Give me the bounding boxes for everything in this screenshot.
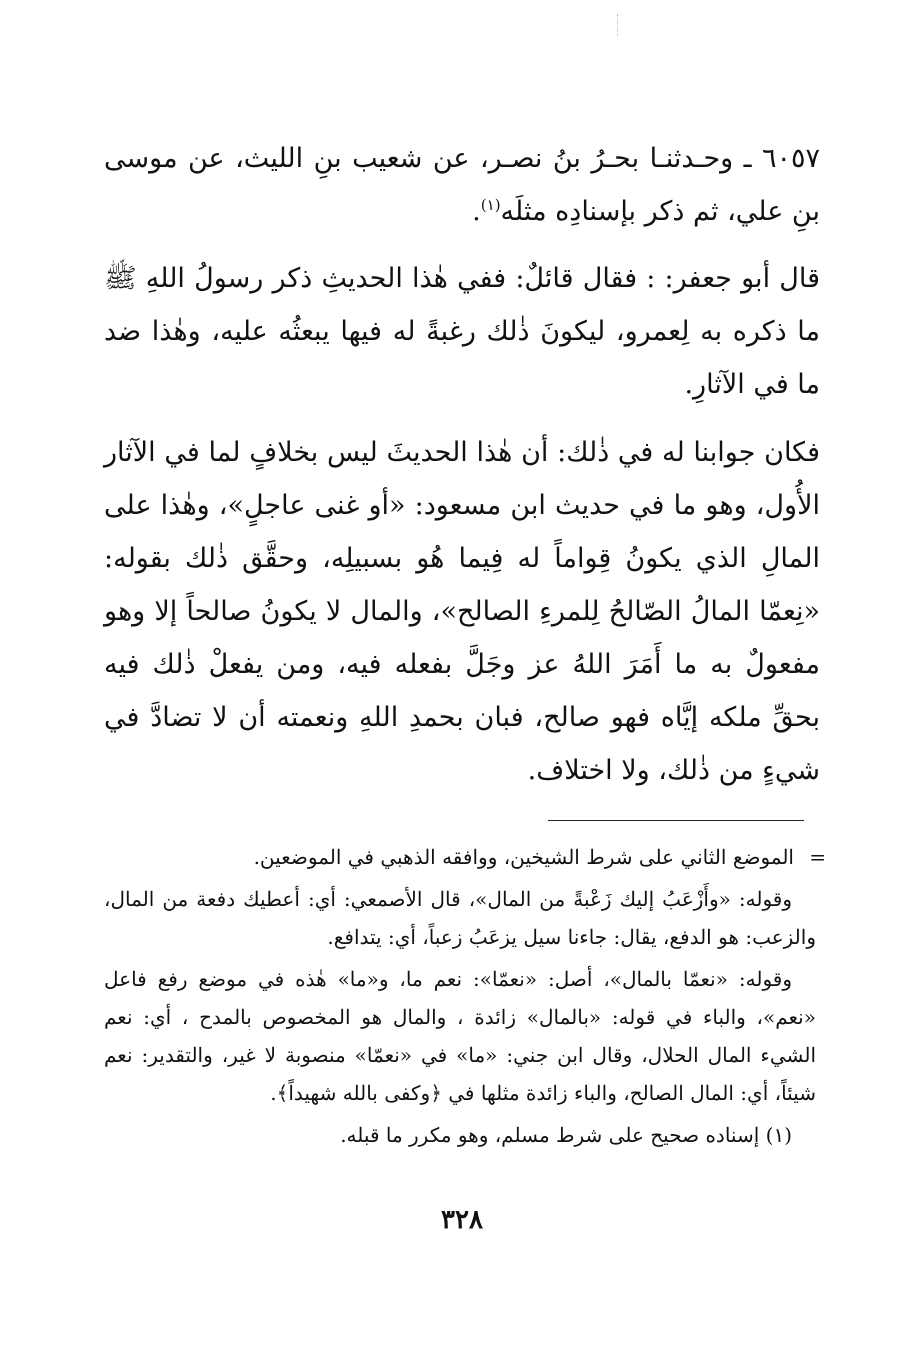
main-text: [104, 132, 820, 797]
footnote-reference[interactable]: (١): [480, 196, 501, 214]
objection-paragraph: قال أبو جعفر: : فقال قائلٌ: ففي هٰذا الحديثِ ذكر رسولُ اللهِ ﷺ ما ذكره به لِعمرو، ليكونَ ذٰلك رغبةً له فيها يبعثُه عليه، وهٰذا ضد ما في الآثارِ.: [104, 263, 820, 400]
page-number: ٣٢٨: [441, 1205, 483, 1235]
answer-paragraph: فكان جوابنا له في ذٰلك: أن هٰذا الحديثَ ليس بخلافٍ لما في الآثار الأُول، وهو ما في حديث ابن مسعود: «أو غنى عاجلٍ»، وهٰذا على المالِ الذي يكونُ قِواماً له فِيما هُو بسبيلِه، وحقَّق ذٰلك بقوله: «نِعمّا المالُ الصّالحُ لِلمرءِ الصالح»، والمال لا يكونُ صالحاً إلا وهو مفعولٌ به ما أَمَرَ اللهُ عز وجَلَّ بفعله فيه، ومن يفعلْ ذٰلك فيه بحقِّ ملكه إيَّاه فهو صالح، فبان بحمدِ اللهِ ونعمته أن لا تضادَّ في شيءٍ من ذٰلك، ولا اختلاف.: [104, 437, 820, 786]
footnote-nimma: وقوله: «نعمّا بالمال»، أصل: «نعمّا»: نعم ما، و«ما» هٰذه في موضع رفع فاعل «نعم»، والباء في قوله: «بالمال» زائدة ، والمال هو المخصوص بالمدح ، أي: نعم الشيء المال الحلال، وقال ابن جني: «ما» في «نعمّا» منصوبة لا غير، والتقدير: نعم شيئاً، أي: المال الصالح، والباء زائدة مثلها في ﴿وكفى بالله شهيداً﴾.: [104, 967, 816, 1105]
hadith-text: ٦٠٥٧ ـ وحـدثنـا بحـرُ بنُ نصـر، عن شعيب بنِ الليث، عن موسى بنِ علي، ثم ذكر بإسنادِه مثلَه: [104, 143, 820, 227]
footnote-zaab: وقوله: «وأَزْعَبُ إليك زَعْبةً من المال»، قال الأصمعي: أي: أعطيك دفعة من المال، والزعب: هو الدفع، يقال: جاءنا سيل يزعَبُ زعباً، أي: يتدافع.: [104, 887, 816, 949]
footnote-separator: [548, 820, 804, 821]
scan-speck: [617, 14, 620, 36]
footnote-1: (١) إسناده صحيح على شرط مسلم، وهو مكرر ما قبله.: [340, 1123, 792, 1147]
footnotes: [104, 838, 816, 1154]
hadith-paragraph: [104, 132, 820, 238]
continuation-mark: =: [809, 845, 826, 869]
footnote-continuation: الموضع الثاني على شرط الشيخين، ووافقه الذهبي في الموضعين.: [253, 845, 794, 869]
hadith-ending: .: [472, 196, 481, 227]
